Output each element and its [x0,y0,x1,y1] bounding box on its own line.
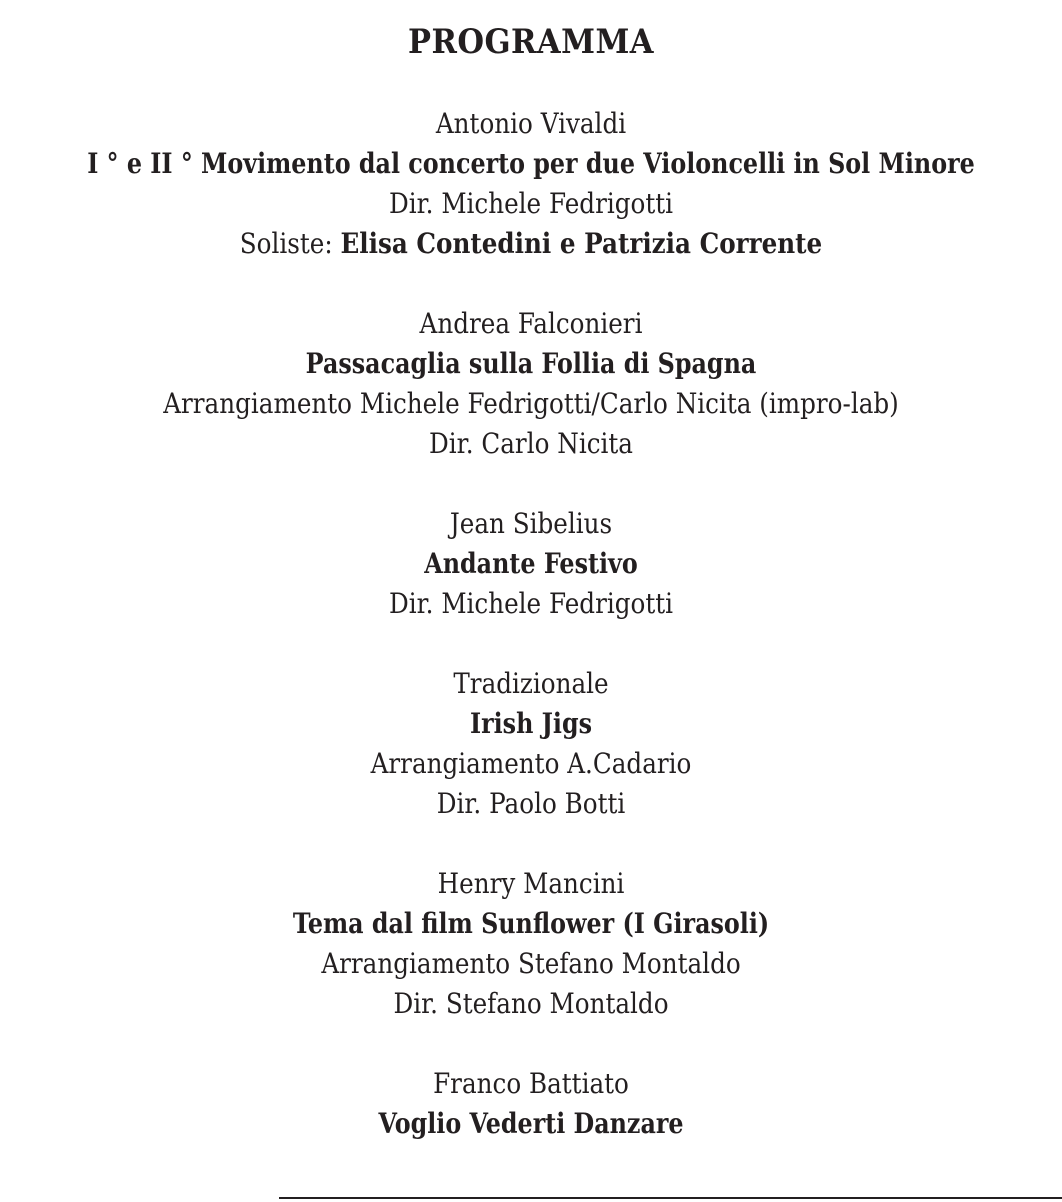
program-item-sibelius [0,504,1062,624]
director-credit: Dir. Michele Fedrigotti [388,187,674,220]
director-credit: Dir. Carlo Nicita [429,427,633,460]
work-title: Voglio Vederti Danzare [378,1107,684,1140]
work-title: Passacaglia sulla Follia di Spagna [305,347,757,380]
work-title: Irish Jigs [469,707,593,740]
program-item-mancini [0,864,1062,1024]
page-title: PROGRAMMA [408,22,654,62]
arrangement-credit: Arrangiamento A.Cadario [370,747,692,780]
composer-name: Antonio Vivaldi [435,107,627,140]
work-title: Tema dal film Sunflower (I Girasoli) [292,907,770,940]
footer-divider [279,1197,1062,1199]
arrangement-credit: Arrangiamento Michele Fedrigotti/Carlo Nicita (impro-lab) [163,387,899,420]
director-credit: Dir. Stefano Montaldo [393,987,669,1020]
arrangement-credit: Arrangiamento Stefano Montaldo [321,947,741,980]
soloists-names: Elisa Contedini e Patrizia Corrente [340,227,823,260]
program-item-battiato [0,1064,1062,1144]
composer-name: Tradizionale [453,667,609,700]
director-credit: Dir. Paolo Botti [436,787,626,820]
soloists-credit [64,224,999,264]
soloists-label: Soliste: [239,227,341,260]
work-title: Andante Festivo [424,547,638,580]
program-list [0,104,1062,1184]
program-item-vivaldi [0,104,1062,264]
program-item-falconieri [0,304,1062,464]
composer-name: Jean Sibelius [449,507,613,540]
composer-name: Andrea Falconieri [419,307,643,340]
composer-name: Franco Battiato [433,1067,629,1100]
program-item-tradizionale [0,664,1062,824]
composer-name: Henry Mancini [437,867,625,900]
director-credit: Dir. Michele Fedrigotti [388,587,674,620]
work-title: I ° e II ° Movimento dal concerto per due Violoncelli in Sol Minore [87,147,975,180]
